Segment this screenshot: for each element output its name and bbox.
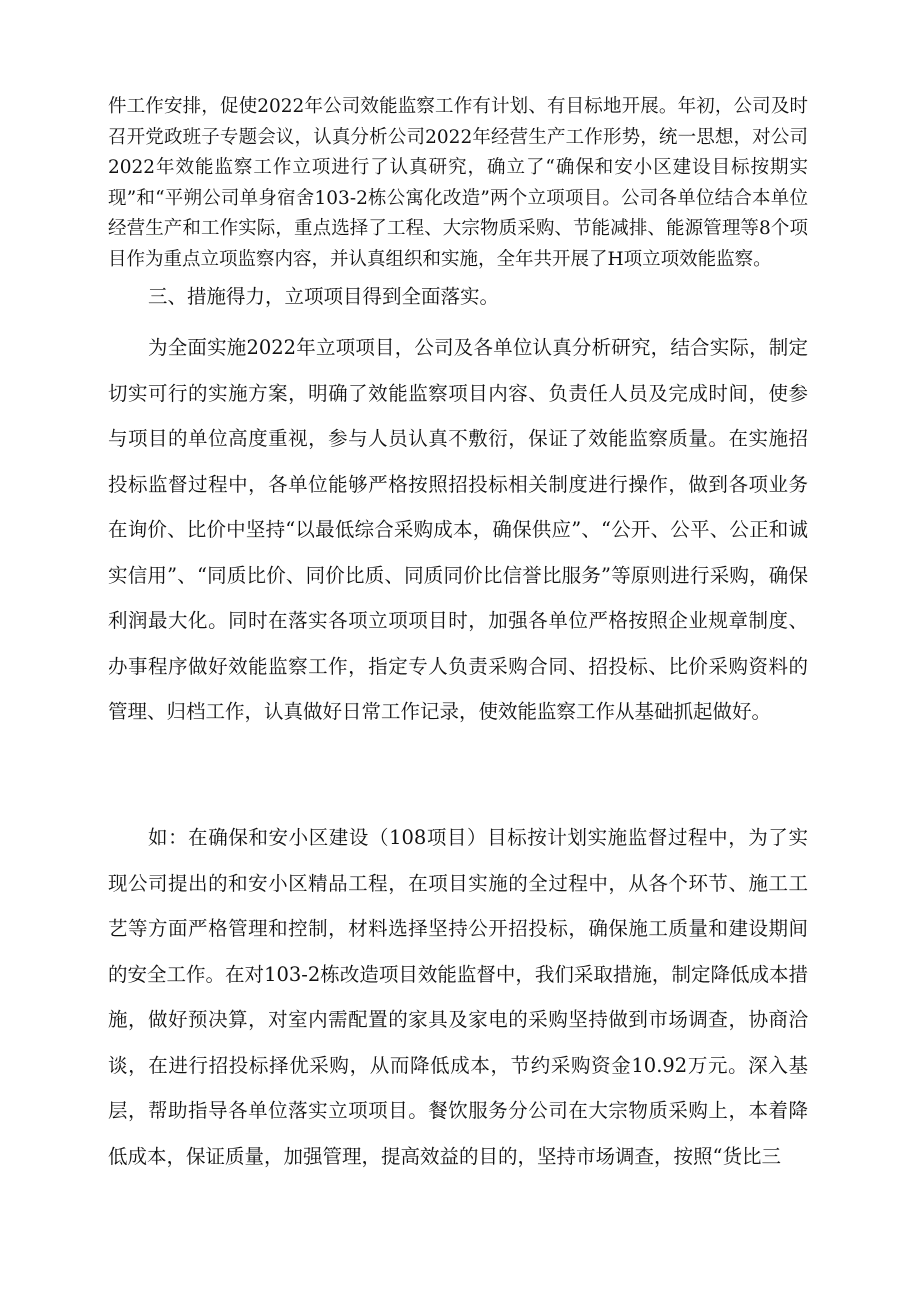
paragraph-example: 如：在确保和安小区建设（108项目）目标按计划实施监督过程中，为了实现公司提出的和安小区精品工程，在项目实施的全过程中，从各个环节、施工工艺等方面严格管理和控制，材料选择坚持公开招投标，确保施工质量和建设期间的安全工作。在对103-2栋改造项目效能监督中，我们采取措施，制定降低成本措施，做好预决算，对室内需配置的家具及家电的采购坚持做到市场调查，协商洽谈，在进行招投标择优采购，从而降低成本，节约采购资金10.92万元。深入基层，帮助指导各单位落实立项项目。餐饮服务分公司在大宗物质采购上，本着降低成本，保证质量，加强管理，提高效益的目的，坚持市场调查，按照“货比三 (108, 826, 808, 1168)
paragraph-project-setup: 件工作安排，促使2022年公司效能监察工作有计划、有目标地开展。年初，公司及时召开党政班子专题会议，认真分析公司2022年经营生产工作形势，统一思想，对公司2022年效能监察工作立项进行了认真研究，确立了“确保和安小区建设目标按期实现”和“平朔公司单身宿舍103-2栋公寓化改造”两个立项项目。公司各单位结合本单位经营生产和工作实际，重点选择了工程、大宗物质采购、节能减排、能源管理等8个项目作为重点立项监察内容，并认真组织和实施，全年共开展了H项立项效能监察。 (108, 96, 808, 270)
section-heading-three: 三、措施得力，立项项目得到全面落实。 (148, 285, 500, 308)
paragraph-implementation: 为全面实施2022年立项项目，公司及各单位认真分析研究，结合实际，制定切实可行的实施方案，明确了效能监察项目内容、负责任人员及完成时间，使参与项目的单位高度重视，参与人员认真不敷衍，保证了效能监察质量。在实施招投标监督过程中，各单位能够严格按照招投标相关制度进行操作，做到各项业务在询价、比价中坚持“以最低综合采购成本，确保供应”、“公开、公平、公正和诚实信用”、“同质比价、同价比质、同质同价比信誉比服务”等原则进行采购，确保利润最大化。同时在落实各项立项项目时，加强各单位严格按照企业规章制度、办事程序做好效能监察工作，指定专人负责采购合同、招投标、比价采购资料的管理、归档工作，认真做好日常工作记录，使效能监察工作从基础抓起做好。 (108, 336, 808, 723)
